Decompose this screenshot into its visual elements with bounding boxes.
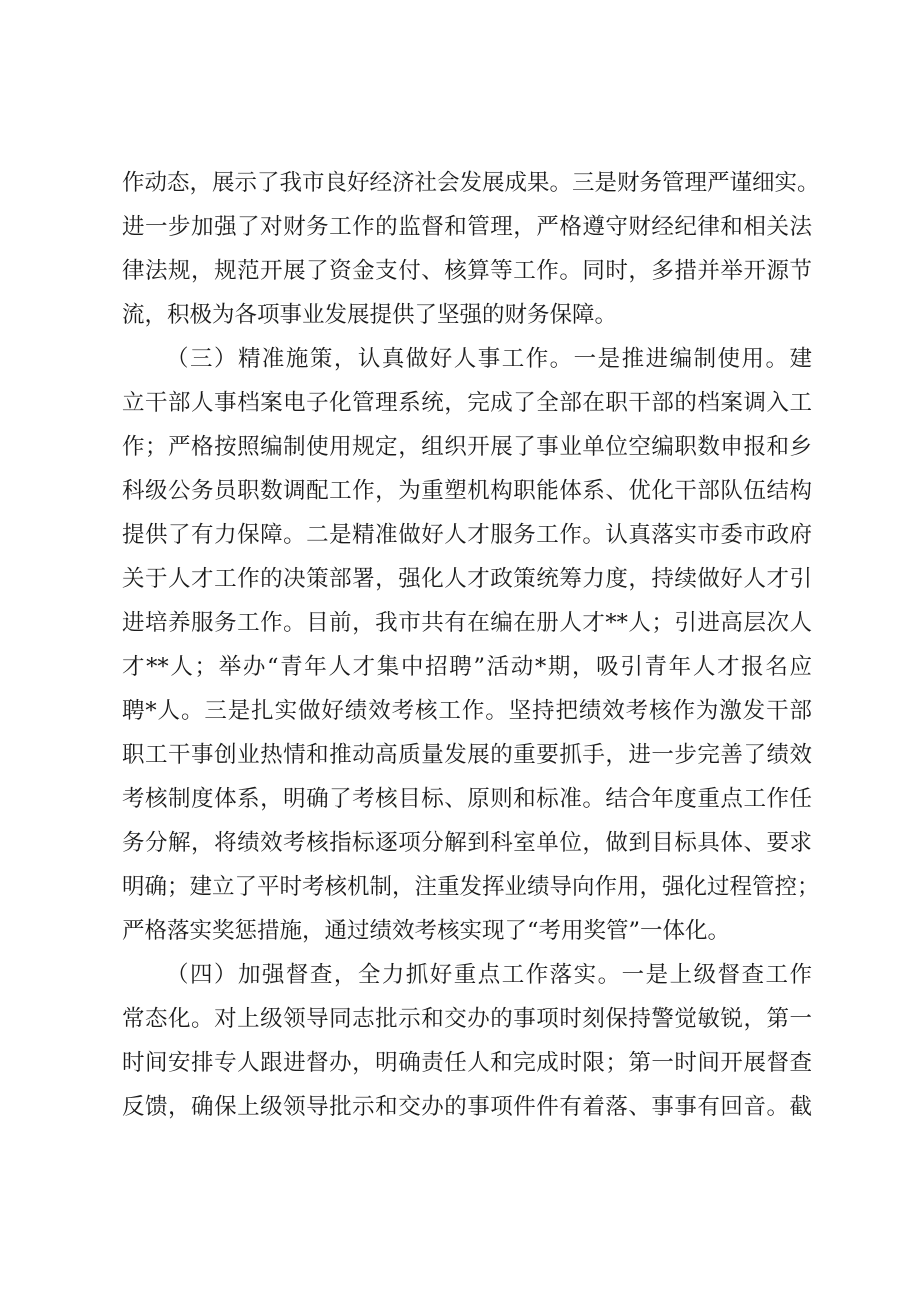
text-line: 反馈，确保上级领导批示和交办的事项件件有着落、事事有回音。截	[122, 1094, 812, 1120]
text-line: 律法规，规范开展了资金支付、核算等工作。同时，多措并举开源节	[122, 258, 812, 284]
section-heading-line: （四）加强督查，全力抓好重点工作落实。一是上级督查工作	[166, 962, 812, 988]
text-line: 提供了有力保障。二是精准做好人才服务工作。认真落实市委市政府	[122, 522, 812, 548]
text-line: 流，积极为各项事业发展提供了坚强的财务保障。	[122, 302, 618, 328]
section-heading-line: （三）精准施策，认真做好人事工作。一是推进编制使用。建	[166, 346, 812, 372]
text-line: 作动态，展示了我市良好经济社会发展成果。三是财务管理严谨细实。	[122, 170, 820, 196]
text-line: 立干部人事档案电子化管理系统，完成了全部在职干部的档案调入工	[122, 390, 812, 416]
text-line: 聘*人。三是扎实做好绩效考核工作。坚持把绩效考核作为激发干部	[122, 698, 812, 724]
text-line: 作；严格按照编制使用规定，组织开展了事业单位空编职数申报和乡	[122, 434, 812, 460]
text-line: 进一步加强了对财务工作的监督和管理，严格遵守财经纪律和相关法	[122, 214, 812, 240]
text-line: 进培养服务工作。目前，我市共有在编在册人才**人；引进高层次人	[122, 610, 812, 636]
text-line: 职工干事创业热情和推动高质量发展的重要抓手，进一步完善了绩效	[122, 742, 812, 768]
text-line: 科级公务员职数调配工作，为重塑机构职能体系、优化干部队伍结构	[122, 478, 812, 504]
text-line: 严格落实奖惩措施，通过绩效考核实现了“考用奖管”一体化。	[122, 918, 731, 944]
text-line: 明确；建立了平时考核机制，注重发挥业绩导向作用，强化过程管控；	[122, 874, 820, 900]
text-line: 常态化。对上级领导同志批示和交办的事项时刻保持警觉敏锐，第一	[122, 1006, 812, 1032]
text-line: 关于人才工作的决策部署，强化人才政策统筹力度，持续做好人才引	[122, 566, 812, 592]
text-line: 务分解，将绩效考核指标逐项分解到科室单位，做到目标具体、要求	[122, 830, 812, 856]
text-line: 考核制度体系，明确了考核目标、原则和标准。结合年度重点工作任	[122, 786, 812, 812]
text-line: 时间安排专人跟进督办，明确责任人和完成时限；第一时间开展督查	[122, 1050, 812, 1076]
text-line: 才**人；举办“青年人才集中招聘”活动*期，吸引青年人才报名应	[122, 654, 812, 680]
